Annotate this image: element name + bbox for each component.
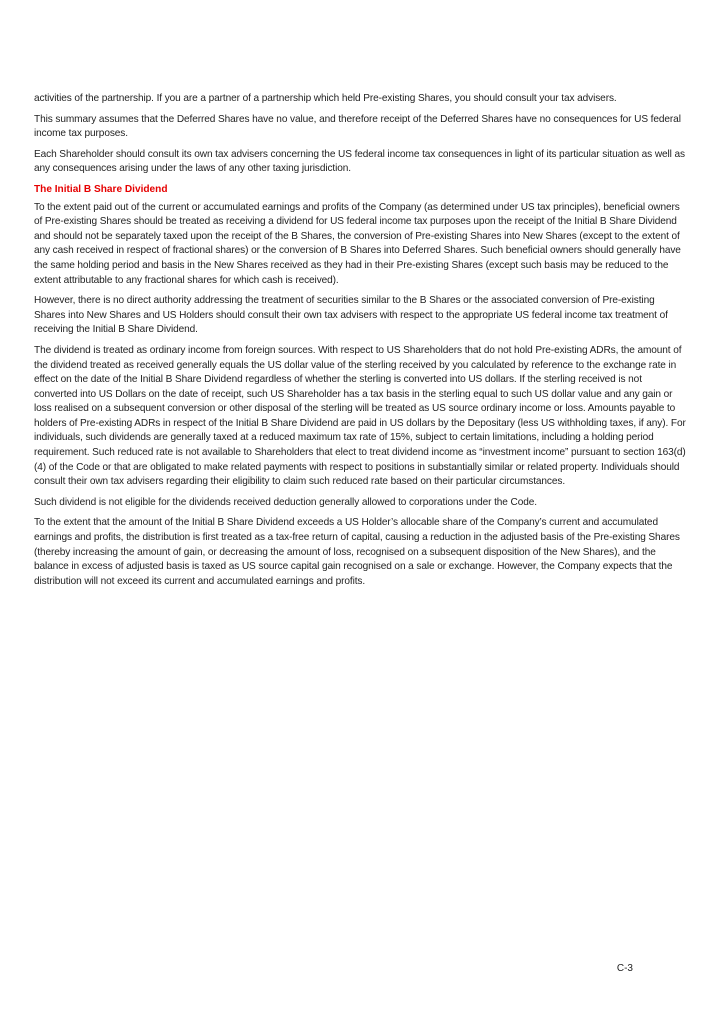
body-paragraph: The dividend is treated as ordinary income from foreign sources. With respect to US Shareholders that do not hold Pre-existing ADRs, the amount of the dividend treated as received generally equals the US dollar value of the sterling received by you calculated by reference to the exchange rate in effect on the date of the Initial B Share Dividend regardless of whether the sterling is converted into US dollars. If the sterling received is not converted into US Dollars on the date of receipt, such US Shareholder has a tax basis in the sterling equal to such US dollar value and any gain or loss realised on a subsequent conversion or other disposal of the sterling will be treated as US source ordinary income or loss. Amounts payable to holders of Pre-existing ADRs in respect of the Initial B Share Dividend are paid in US dollars by the Depositary (less US withholding taxes, if any). For individuals, such dividends are generally taxed at a reduced maximum tax rate of 15%, subject to certain limitations, including a holding period requirement. Such reduced rate is not available to Shareholders that elect to treat dividend income as “investment income” pursuant to section 163(d)(4) of the Code or that are obligated to make related payments with respect to positions in substantially similar or related property. Individuals should consult their own tax advisers regarding their eligibility to claim such reduced rate based on their particular circumstances. — [34, 344, 686, 488]
page-number: C-3 — [616, 963, 633, 974]
body-paragraph: To the extent paid out of the current or accumulated earnings and profits of the Company (as determined under US tax principles), beneficial owners of Pre-existing Shares should be treated as receiving a dividend for US federal income tax purposes upon the receipt of the Initial B Share Dividend and should not be separately taxed upon the receipt of the B Shares, the conversion of Pre-existing Shares into New Shares (except to the extent of any cash received in respect of fractional shares) or the conversion of B Shares into Deferred Shares. Such beneficial owners should generally have the same holding period and basis in the New Shares received as they had in their Pre-existing Shares (except such basis may be reduced to the extent attributable to any fractional shares for which cash is received). — [34, 201, 681, 286]
body-paragraph: This summary assumes that the Deferred Shares have no value, and therefore receipt of the Deferred Shares have no consequences for US federal income tax purposes. — [34, 113, 681, 140]
section-heading: The Initial B Share Dividend — [34, 183, 168, 195]
body-paragraph: activities of the partnership. If you are a partner of a partnership which held Pre-existing Shares, you should consult your tax advisers. — [34, 93, 617, 104]
body-paragraph: However, there is no direct authority addressing the treatment of securities similar to the B Shares or the associated conversion of Pre-existing Shares into New Shares and US Holders should consult their own tax advisers with respect to the appropriate US federal income tax treatment of receiving the Initial B Share Dividend. — [34, 295, 668, 336]
body-paragraph: Each Shareholder should consult its own tax advisers concerning the US federal income tax consequences in light of its particular situation as well as any consequences arising under the laws of any other taxing jurisdiction. — [34, 148, 685, 175]
body-paragraph: Such dividend is not eligible for the dividends received deduction generally allowed to corporations under the Code. — [34, 496, 537, 508]
document-body — [34, 92, 686, 595]
body-paragraph: To the extent that the amount of the Initial B Share Dividend exceeds a US Holder’s allocable share of the Company’s current and accumulated earnings and profits, the distribution is first treated as a tax-free return of capital, causing a reduction in the adjusted basis of the Pre-existing Shares (thereby increasing the amount of gain, or decreasing the amount of loss, recognised on a subsequent disposition of the New Shares), and the balance in excess of adjusted basis is taxed as US source capital gain recognised on a sale or exchange. However, the Company expects that the distribution will not exceed its current and accumulated earnings and profits. — [34, 517, 680, 587]
